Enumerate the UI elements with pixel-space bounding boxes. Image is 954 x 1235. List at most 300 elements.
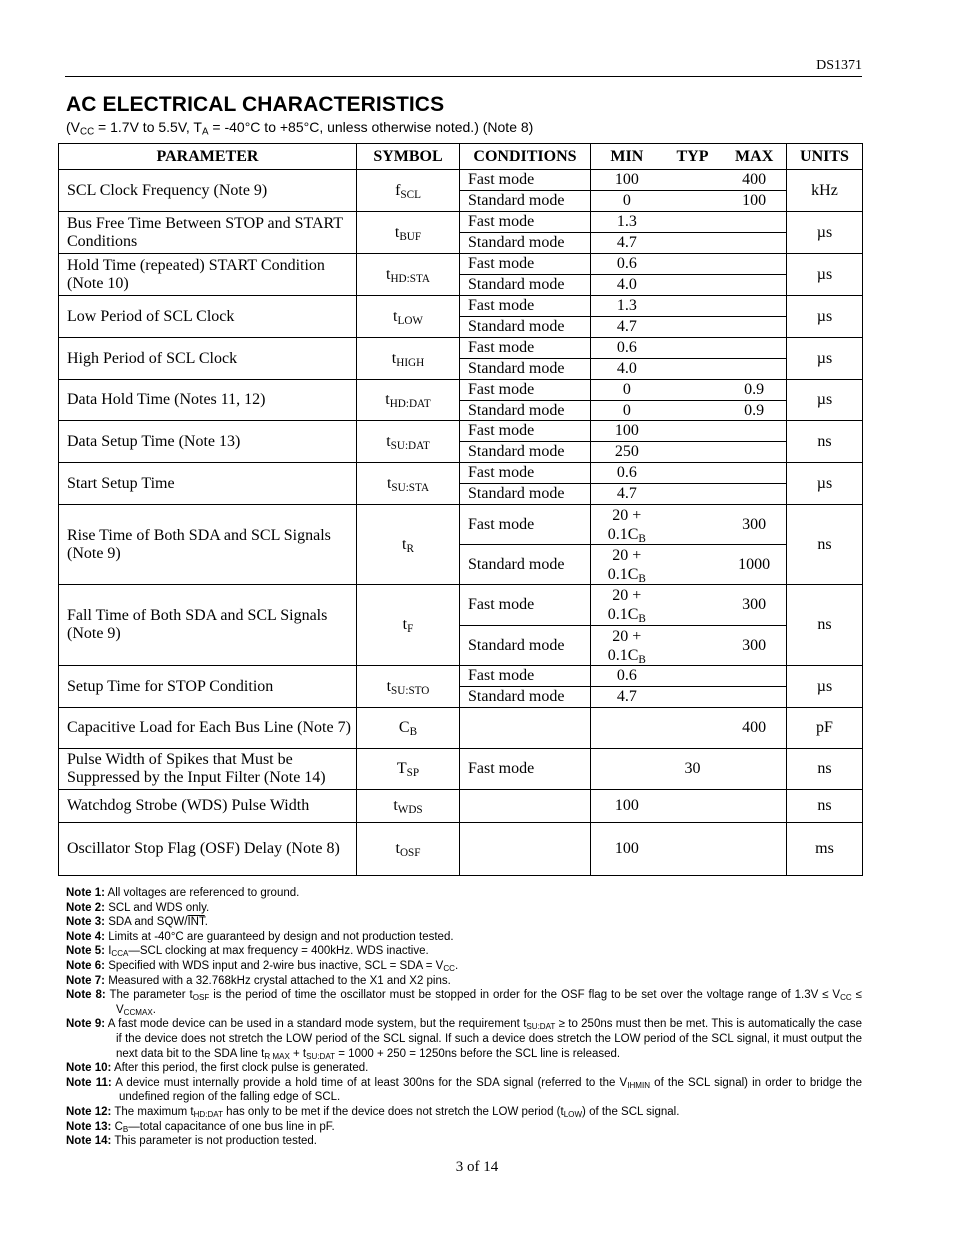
note-sub: CCA [111, 949, 129, 959]
subtitle-text: = -40°C to +85°C, unless otherwise noted.) (Note 8) [208, 119, 534, 135]
note-text: C [114, 1120, 123, 1133]
table-row [59, 463, 863, 484]
condition-cell: Fast mode [460, 749, 591, 790]
values-group [591, 667, 786, 685]
note-label: Note 13: [66, 1120, 112, 1133]
values-cell [591, 317, 787, 338]
note-sub: R MAX [264, 1051, 290, 1061]
values-cell [591, 359, 787, 380]
units-cell: ns [787, 505, 863, 585]
values-cell [591, 687, 787, 708]
min-value: 0.6 [616, 339, 637, 356]
note-text: The parameter t [109, 989, 193, 1002]
min-value [591, 627, 663, 665]
note-label: Note 8: [66, 989, 106, 1002]
note-label: Note 10: [66, 1062, 112, 1075]
note-7 [66, 974, 862, 989]
note-14 [66, 1134, 862, 1149]
header-min: MIN [610, 147, 644, 165]
note-2 [66, 901, 862, 916]
note-text: . [204, 916, 208, 929]
table-row [59, 421, 863, 442]
subtitle-sub: A [201, 126, 209, 138]
note-text: —total capacitance of one bus line in pF. [128, 1120, 335, 1133]
values-cell [591, 338, 787, 359]
note-text: Measured with a 32.768kHz crystal attached to the X1 and X2 pins. [108, 974, 451, 987]
values-group [591, 688, 786, 706]
min-value: 0.6 [616, 667, 637, 684]
header-parameter: PARAMETER [59, 144, 357, 170]
values-cell [591, 170, 787, 191]
condition-cell: Fast mode [460, 505, 591, 545]
table-row [59, 296, 863, 317]
note-sub: LOW [563, 1109, 583, 1119]
units-cell: ns [787, 790, 863, 823]
max-value: 400 [742, 171, 767, 188]
symbol-subscript: SU:STO [391, 684, 430, 697]
subtitle-sub: CC [80, 126, 95, 138]
min-value-line1: 20 + [612, 627, 642, 645]
max-value: 0.9 [744, 401, 765, 419]
symbol-text: f [395, 181, 401, 199]
symbol-subscript: OSF [399, 846, 421, 859]
header-values [591, 144, 787, 170]
symbol-text: t [402, 535, 407, 553]
note-text: has only to be met if the device does not stretch the LOW period (t [222, 1105, 564, 1118]
parameter-cell: Bus Free Time Between STOP and START Conditions [59, 212, 357, 254]
note-text: of the SCL signal) in order to bridge the undefined region of the falling edge of SCL. [119, 1076, 863, 1104]
values-group [591, 506, 786, 544]
header-typ: TYP [676, 147, 709, 165]
units-cell: ms [787, 823, 863, 876]
note-text: The maximum t [114, 1105, 194, 1118]
condition-cell: Fast mode [460, 585, 591, 626]
values-group [591, 360, 786, 378]
note-sub: B [122, 1124, 129, 1134]
values-cell [591, 212, 787, 233]
notes-section [66, 886, 862, 1149]
values-group [591, 586, 786, 624]
note-sub: OSF [192, 993, 210, 1003]
units-cell: µs [787, 666, 863, 708]
condition-cell [460, 790, 591, 823]
values-group [591, 255, 786, 273]
table-row [59, 749, 863, 790]
note-12 [66, 1105, 862, 1120]
table-row [59, 338, 863, 359]
symbol-text: t [393, 307, 398, 325]
values-cell [591, 463, 787, 484]
values-cell [591, 585, 787, 626]
note-8 [66, 988, 862, 1017]
document-id: DS1371 [816, 58, 862, 73]
symbol-subscript: WDS [397, 803, 423, 816]
note-text: Limits at -40°C are guaranteed by design and not production tested. [108, 930, 454, 943]
condition-cell: Standard mode [460, 401, 591, 421]
symbol-text: t [386, 474, 392, 492]
note-text: I [108, 945, 112, 958]
values-group [591, 381, 786, 399]
note-9 [66, 1017, 862, 1061]
subtitle-text: (V [66, 119, 80, 135]
note-text: SDA and SQW/ [108, 916, 188, 929]
min-value: 0 [622, 401, 631, 419]
symbol-subscript: LOW [397, 314, 423, 327]
table-row [59, 823, 863, 876]
symbol-cell [357, 296, 460, 338]
symbol-subscript: SU:DAT [390, 439, 430, 452]
units-cell: µs [787, 254, 863, 296]
parameter-cell: Start Setup Time [59, 463, 357, 505]
condition-cell: Standard mode [460, 484, 591, 505]
note-label: Note 6: [66, 959, 105, 972]
note-3 [66, 915, 862, 930]
note-text: A fast mode device can be used in a standard mode system, but the requirement t [107, 1018, 527, 1031]
values-group [591, 627, 786, 665]
max-value: 100 [742, 192, 767, 209]
min-value-subscript: B [638, 612, 646, 625]
note-sub: CCMAX [123, 1007, 153, 1017]
values-cell [591, 823, 787, 876]
min-value: 4.7 [616, 234, 637, 251]
values-group [591, 297, 786, 315]
units-cell: µs [787, 212, 863, 254]
note-label: Note 2: [66, 901, 105, 914]
min-value: 4.0 [616, 360, 637, 377]
units-cell: ns [787, 585, 863, 666]
min-value-line2: 0.1C [607, 606, 639, 623]
condition-cell: Fast mode [460, 212, 591, 233]
symbol-text: t [402, 616, 408, 633]
min-value [591, 586, 663, 624]
symbol-cell [357, 585, 460, 666]
header-rule [65, 76, 862, 77]
values-group [591, 464, 786, 482]
note-label: Note 9: [66, 1018, 106, 1031]
condition-cell: Fast mode [460, 421, 591, 442]
note-label: Note 1: [66, 887, 105, 899]
values-cell [591, 254, 787, 275]
symbol-text: t [395, 840, 400, 857]
condition-cell: Fast mode [460, 380, 591, 401]
symbol-subscript: BUF [399, 230, 422, 243]
min-value: 100 [614, 422, 639, 439]
values-cell [591, 484, 787, 505]
note-text: = 1000 + 250 = 1250ns before the SCL line is released. [335, 1047, 621, 1060]
min-value-line1: 20 + [612, 587, 642, 604]
note-text-overline: $\overline{INT}$ [187, 916, 205, 929]
values-group [591, 422, 786, 440]
table-row [59, 380, 863, 401]
note-text: ) of the SCL signal. [582, 1105, 680, 1118]
symbol-text: t [386, 265, 391, 283]
units-cell: µs [787, 338, 863, 380]
note-sub: HD:DAT [193, 1109, 223, 1119]
parameter-cell: Fall Time of Both SDA and SCL Signals (Note 9) [59, 585, 357, 666]
min-value-line1: 20 + [612, 546, 642, 564]
condition-cell: Fast mode [460, 254, 591, 275]
parameter-cell: Pulse Width of Spikes that Must be Suppressed by the Input Filter (Note 14) [59, 749, 357, 790]
header-conditions: CONDITIONS [460, 144, 591, 170]
header-symbol: SYMBOL [357, 144, 460, 170]
note-sub: SU:DAT [526, 1022, 556, 1032]
table-row [59, 254, 863, 275]
parameter-cell: High Period of SCL Clock [59, 338, 357, 380]
condition-cell [460, 708, 591, 749]
note-label: Note 12: [66, 1105, 112, 1118]
condition-cell: Standard mode [460, 233, 591, 254]
symbol-cell [357, 505, 460, 585]
min-value: 100 [614, 171, 639, 188]
values-group [591, 318, 786, 336]
conditions-subtitle [66, 119, 534, 138]
table-row [59, 170, 863, 191]
units-cell: ns [787, 421, 863, 463]
max-value: 400 [742, 719, 767, 736]
note-text: . [152, 1003, 156, 1016]
page-title: AC ELECTRICAL CHARACTERISTICS [66, 93, 445, 116]
values-group [591, 485, 786, 503]
values-cell [591, 666, 787, 687]
symbol-cell [357, 666, 460, 708]
subtitle-text: = 1.7V to 5.5V, T [94, 119, 202, 135]
note-1 [66, 886, 862, 901]
min-value: 4.0 [616, 276, 637, 293]
parameter-cell: Data Setup Time (Note 13) [59, 421, 357, 463]
note-sub: CC [840, 993, 852, 1003]
condition-cell: Fast mode [460, 338, 591, 359]
symbol-cell [357, 463, 460, 505]
symbol-cell [357, 749, 460, 790]
values-cell [591, 233, 787, 254]
units-cell: pF [787, 708, 863, 749]
symbol-subscript: HD:STA [390, 272, 430, 285]
note-label: Note 4: [66, 930, 105, 943]
note-10 [66, 1061, 862, 1076]
note-label: Note 14: [66, 1135, 112, 1148]
table-row [59, 585, 863, 626]
condition-cell: Standard mode [460, 687, 591, 708]
symbol-subscript: SU:STA [391, 481, 430, 494]
max-value: 1000 [738, 555, 771, 573]
min-value [591, 506, 663, 544]
header-units: UNITS [787, 144, 863, 170]
values-cell [591, 380, 787, 401]
condition-cell: Standard mode [460, 359, 591, 380]
values-cell [591, 708, 787, 749]
symbol-text: t [391, 349, 397, 367]
min-value-subscript: B [638, 653, 646, 666]
values-cell [591, 749, 787, 790]
min-value: 4.7 [616, 318, 637, 335]
values-group [591, 192, 786, 210]
min-value-line2: 0.1C [607, 565, 639, 583]
symbol-cell [357, 170, 460, 212]
min-value: 0 [622, 192, 631, 209]
symbol-subscript: B [409, 725, 418, 738]
symbol-subscript: HIGH [396, 356, 425, 369]
symbol-cell [357, 421, 460, 463]
condition-cell: Standard mode [460, 626, 591, 666]
units-cell: µs [787, 380, 863, 421]
condition-cell: Standard mode [460, 442, 591, 463]
condition-cell: Fast mode [460, 666, 591, 687]
symbol-cell [357, 212, 460, 254]
values-group [591, 276, 786, 294]
note-text: . [454, 959, 459, 972]
note-label: Note 3: [66, 916, 105, 929]
min-value-line2: 0.1C [607, 525, 639, 543]
symbol-subscript: SCL [400, 188, 421, 201]
symbol-cell [357, 823, 460, 876]
symbol-subscript: HD:DAT [389, 397, 431, 410]
note-6 [66, 959, 862, 974]
table-row [59, 666, 863, 687]
table-row [59, 505, 863, 545]
parameter-cell: Low Period of SCL Clock [59, 296, 357, 338]
min-value: 4.7 [616, 485, 637, 502]
units-cell: ns [787, 749, 863, 790]
ac-characteristics-table [58, 143, 863, 876]
units-cell: µs [787, 463, 863, 505]
values-group [591, 213, 786, 231]
note-text: is the period of time the oscillator must be stopped in order for the OSF flag to be set over the voltage range of 1.3V ≤ V [209, 989, 841, 1002]
parameter-cell: Rise Time of Both SDA and SCL Signals (Note 9) [59, 505, 357, 585]
min-value-line2: 0.1C [607, 646, 639, 664]
min-value-subscript: B [638, 572, 646, 585]
condition-cell: Fast mode [460, 296, 591, 317]
condition-cell: Standard mode [460, 545, 591, 585]
values-cell [591, 191, 787, 212]
note-sub: SU:DAT [306, 1051, 336, 1061]
values-group [591, 171, 786, 189]
page-number: 3 of 14 [455, 1159, 499, 1175]
values-cell [591, 421, 787, 442]
min-value: 250 [614, 443, 639, 460]
min-value: 100 [614, 840, 639, 857]
values-group [591, 402, 786, 420]
values-cell [591, 790, 787, 823]
symbol-text: C [398, 719, 410, 736]
parameter-cell: Oscillator Stop Flag (OSF) Delay (Note 8) [59, 823, 357, 876]
max-value: 300 [742, 596, 767, 613]
table-header-row [59, 144, 863, 170]
min-value: 0 [622, 381, 631, 398]
note-text: A device must internally provide a hold time of at least 300ns for the SDA signal (referred to the V [115, 1076, 628, 1089]
values-group [591, 234, 786, 252]
parameter-cell: SCL Clock Frequency (Note 9) [59, 170, 357, 212]
note-sub: IHMIN [627, 1080, 651, 1090]
values-cell [591, 275, 787, 296]
values-cell [591, 545, 787, 585]
values-group [591, 443, 786, 461]
note-4 [66, 930, 862, 945]
values-cell [591, 296, 787, 317]
condition-cell: Standard mode [460, 317, 591, 338]
symbol-cell [357, 338, 460, 380]
header-values-group [591, 144, 786, 169]
symbol-cell [357, 708, 460, 749]
note-5 [66, 944, 862, 959]
values-cell [591, 505, 787, 545]
values-cell [591, 442, 787, 463]
symbol-subscript: F [407, 622, 414, 635]
note-11 [66, 1076, 862, 1105]
min-value [591, 546, 663, 584]
note-text: Specified with WDS input and 2-wire bus inactive, SCL = SDA = V [108, 959, 444, 972]
min-value-line1: 20 + [612, 506, 642, 524]
values-cell [591, 626, 787, 666]
values-cell [591, 401, 787, 421]
condition-cell: Standard mode [460, 191, 591, 212]
symbol-text: T [396, 760, 407, 777]
values-group [591, 719, 786, 737]
max-value: 300 [742, 636, 767, 654]
note-text: This parameter is not production tested. [114, 1135, 318, 1148]
symbol-text: t [393, 797, 398, 814]
min-value: 0.6 [616, 464, 637, 481]
min-value: 100 [614, 797, 639, 814]
note-text: ≥ to 250ns must then be met. This is automatically the case if the device does not stretch the LOW period of the SCL signal. If such a device does stretch the LOW period of the SCL signal, it must output the next data bit to the SDA line t [116, 1018, 863, 1060]
condition-cell: Fast mode [460, 170, 591, 191]
values-group [591, 797, 786, 815]
note-sub: CC [443, 963, 455, 973]
values-group [591, 546, 786, 584]
symbol-text: t [386, 677, 392, 695]
parameter-cell: Capacitive Load for Each Bus Line (Note 7) [59, 708, 357, 749]
values-group [591, 760, 786, 778]
parameter-cell: Hold Time (repeated) START Condition (Note 10) [59, 254, 357, 296]
table-row [59, 212, 863, 233]
parameter-cell: Watchdog Strobe (WDS) Pulse Width [59, 790, 357, 823]
parameter-cell: Setup Time for STOP Condition [59, 666, 357, 708]
condition-cell [460, 823, 591, 876]
typ-value: 30 [684, 760, 701, 777]
note-text: All voltages are referenced to ground. [107, 887, 300, 899]
min-value-subscript: B [638, 532, 646, 545]
header-max: MAX [735, 147, 774, 165]
condition-cell: Standard mode [460, 275, 591, 296]
table-row [59, 790, 863, 823]
note-text: + t [289, 1047, 307, 1060]
note-text: After this period, the first clock pulse is generated. [113, 1062, 369, 1075]
note-label: Note 11: [66, 1076, 112, 1089]
min-value: 1.3 [616, 213, 637, 230]
min-value: 1.3 [616, 297, 637, 314]
values-group [591, 840, 786, 858]
symbol-cell [357, 254, 460, 296]
symbol-cell [357, 380, 460, 421]
symbol-text: t [394, 223, 400, 241]
note-text: ≤ V [116, 989, 862, 1016]
table-row [59, 708, 863, 749]
values-group [591, 339, 786, 357]
note-label: Note 7: [66, 974, 105, 987]
units-cell: µs [787, 296, 863, 338]
symbol-subscript: R [406, 542, 414, 555]
note-text: SCL and WDS only. [108, 901, 210, 914]
min-value: 4.7 [616, 688, 637, 705]
parameter-cell: Data Hold Time (Notes 11, 12) [59, 380, 357, 421]
symbol-cell [357, 790, 460, 823]
symbol-text: t [386, 432, 391, 450]
units-cell: kHz [787, 170, 863, 212]
note-13 [66, 1120, 862, 1135]
max-value: 300 [742, 515, 767, 533]
min-value: 0.6 [616, 255, 637, 272]
note-text: —SCL clocking at max frequency = 400kHz. WDS inactive. [128, 945, 429, 958]
symbol-subscript: SP [406, 766, 420, 779]
